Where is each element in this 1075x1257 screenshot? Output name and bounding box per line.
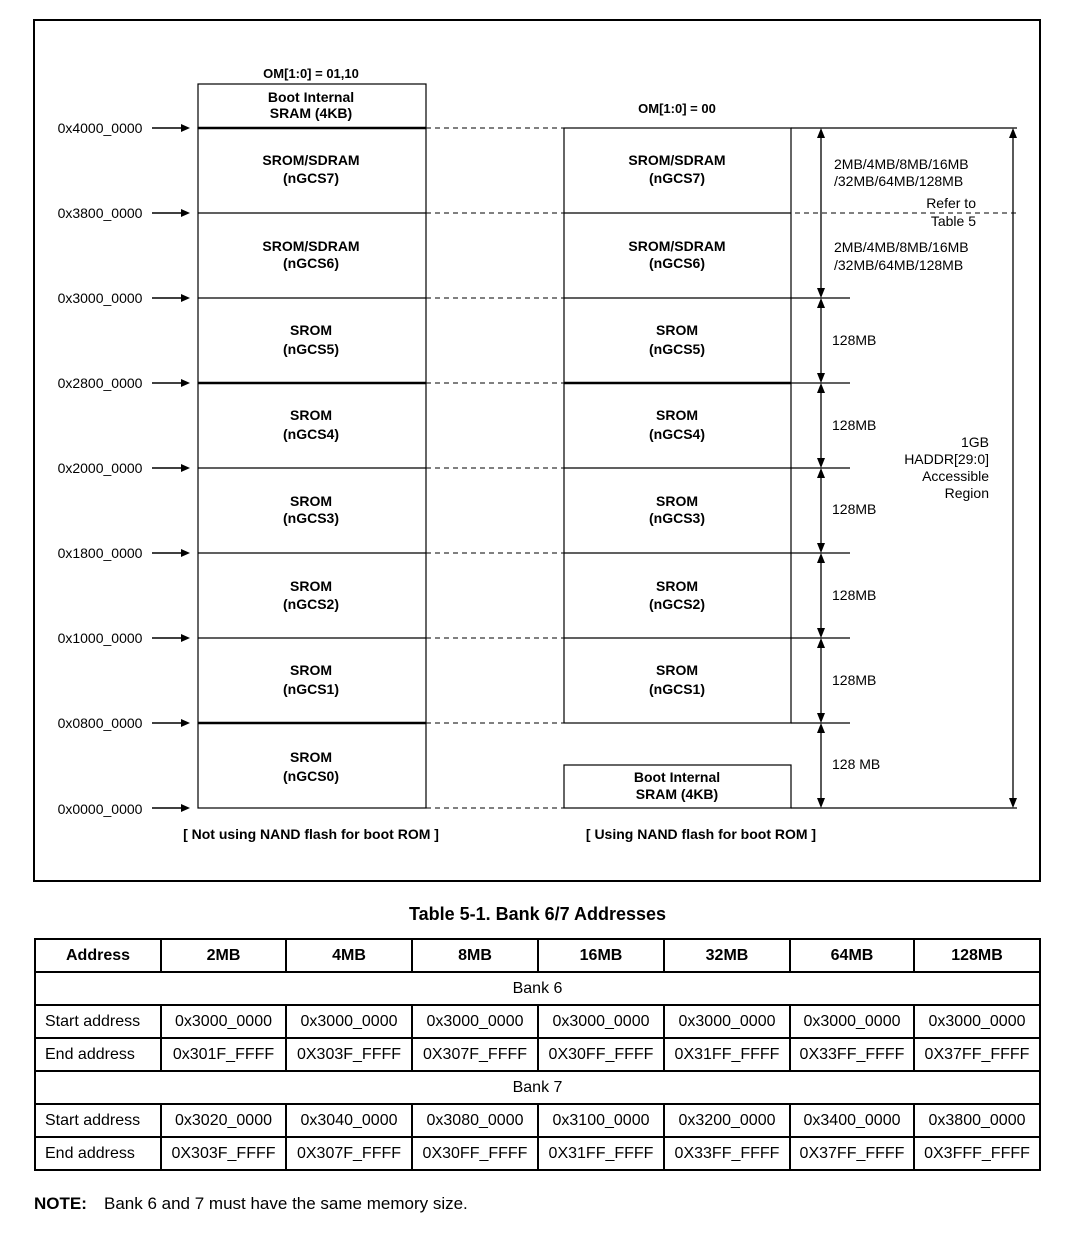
table-cell: 0x301F_FFFF [161, 1038, 286, 1071]
left-block-cs: (nGCS4) [283, 426, 339, 442]
address-label: 0x2000_0000 [57, 460, 143, 476]
table-cell: 0X307F_FFFF [286, 1137, 412, 1170]
table-cell: 0X31FF_FFFF [538, 1137, 664, 1170]
table-cell: 0x3000_0000 [790, 1005, 914, 1038]
table-cell: 0x3000_0000 [161, 1005, 286, 1038]
table-row [35, 1005, 1040, 1038]
left-block-type: SROM/SDRAM [262, 152, 360, 168]
table-cell: 0X30FF_FFFF [538, 1038, 664, 1071]
section-row [35, 1071, 1040, 1104]
bank0-size-label: 128 MB [832, 756, 881, 772]
right-boot-sram-label: SRAM (4KB) [635, 786, 719, 802]
refer-table-label: Refer to [926, 195, 976, 211]
srom-size-label: 128MB [832, 501, 877, 517]
address-label: 0x3800_0000 [57, 205, 143, 221]
left-block-type: SROM [290, 662, 332, 678]
bank7-size-label: /32MB/64MB/128MB [834, 173, 964, 189]
left-block-cs: (nGCS0) [283, 768, 339, 784]
header-cell: 128MB [914, 939, 1040, 972]
table-cell: 0x3100_0000 [538, 1104, 664, 1137]
table-title: Table 5-1. Bank 6/7 Addresses [408, 904, 667, 924]
srom-size-label: 128MB [832, 672, 877, 688]
section-label: Bank 6 [35, 972, 1040, 1005]
address-arrows [152, 124, 190, 812]
left-block-cs: (nGCS6) [283, 255, 339, 271]
table-cell: 0X37FF_FFFF [914, 1038, 1040, 1071]
bank6-size-label: 2MB/4MB/8MB/16MB [834, 239, 969, 255]
address-label: 0x1000_0000 [57, 630, 143, 646]
header-cell: 2MB [161, 939, 286, 972]
srom-size-label: 128MB [832, 587, 877, 603]
right-block-type: SROM/SDRAM [628, 152, 726, 168]
row-label: Start address [35, 1104, 161, 1137]
table-cell: 0x3800_0000 [914, 1104, 1040, 1137]
bank6-size-label: /32MB/64MB/128MB [834, 257, 964, 273]
table-row [35, 1104, 1040, 1137]
table-cell: 0X33FF_FFFF [664, 1137, 790, 1170]
right-block-cs: (nGCS6) [649, 255, 705, 271]
right-block-cs: (nGCS1) [649, 681, 705, 697]
header-cell: 32MB [664, 939, 790, 972]
right-block-cs: (nGCS2) [649, 596, 705, 612]
address-labels [58, 120, 143, 817]
note-label: NOTE: [34, 1194, 87, 1213]
table-cell: 0x3040_0000 [286, 1104, 412, 1137]
left-block-type: SROM [290, 493, 332, 509]
table-cell: 0X303F_FFFF [161, 1137, 286, 1170]
right-block-type: SROM [656, 407, 698, 423]
header-cell: 64MB [790, 939, 914, 972]
row-label: Start address [35, 1005, 161, 1038]
table-row [35, 1137, 1040, 1170]
table-cell: 0x3020_0000 [161, 1104, 286, 1137]
right-block-cs: (nGCS5) [649, 341, 705, 357]
address-label: 0x3000_0000 [57, 290, 143, 306]
right-block-cs: (nGCS4) [649, 426, 705, 442]
table-cell: 0X303F_FFFF [286, 1038, 412, 1071]
table-cell: 0x3200_0000 [664, 1104, 790, 1137]
section-row [35, 972, 1040, 1005]
right-caption: [ Using NAND flash for boot ROM ] [585, 826, 817, 842]
address-label: 0x2800_0000 [57, 375, 143, 391]
srom-size-label: 128MB [832, 417, 877, 433]
region-label: Region [944, 485, 989, 501]
left-block-type: SROM [290, 578, 332, 594]
table-header-row [35, 939, 1040, 972]
table-cell: 0X307F_FFFF [412, 1038, 538, 1071]
right-block-type: SROM [656, 322, 698, 338]
left-block-type: SROM [290, 749, 332, 765]
right-block-cs: (nGCS3) [649, 510, 705, 526]
table-row [35, 1038, 1040, 1071]
table-cell: 0X33FF_FFFF [790, 1038, 914, 1071]
region-label: Accessible [922, 468, 989, 484]
refer-table-label: Table 5 [930, 213, 976, 229]
left-mode-header: OM[1:0] = 01,10 [263, 66, 359, 81]
left-block-cs: (nGCS5) [283, 341, 339, 357]
header-cell: Address [35, 939, 161, 972]
table-cell: 0x3400_0000 [790, 1104, 914, 1137]
row-label: End address [35, 1137, 161, 1170]
table-cell: 0x3080_0000 [412, 1104, 538, 1137]
region-label: HADDR[29:0] [904, 451, 989, 467]
left-boot-sram-label: SRAM (4KB) [269, 105, 353, 121]
left-block-cs: (nGCS2) [283, 596, 339, 612]
left-block-cs: (nGCS1) [283, 681, 339, 697]
table-cell: 0x3000_0000 [664, 1005, 790, 1038]
note-text: Bank 6 and 7 must have the same memory size. [104, 1194, 468, 1213]
address-label: 0x0800_0000 [57, 715, 143, 731]
left-memory-column [198, 84, 426, 808]
right-boot-sram-label: Boot Internal [633, 769, 721, 785]
address-label: 0x0000_0000 [57, 801, 143, 817]
header-cell: 4MB [286, 939, 412, 972]
table-cell: 0X3FFF_FFFF [914, 1137, 1040, 1170]
left-block-cs: (nGCS3) [283, 510, 339, 526]
right-block-type: SROM [656, 662, 698, 678]
left-boot-sram-label: Boot Internal [267, 89, 355, 105]
bank7-size-label: 2MB/4MB/8MB/16MB [834, 156, 969, 172]
row-label: End address [35, 1038, 161, 1071]
address-label: 0x1800_0000 [57, 545, 143, 561]
right-block-type: SROM/SDRAM [628, 238, 726, 254]
table-cell: 0x3000_0000 [286, 1005, 412, 1038]
table-cell: 0X30FF_FFFF [412, 1137, 538, 1170]
diagram-frame [34, 20, 1040, 881]
header-cell: 16MB [538, 939, 664, 972]
left-block-type: SROM [290, 407, 332, 423]
table-cell: 0X37FF_FFFF [790, 1137, 914, 1170]
left-block-type: SROM [290, 322, 332, 338]
table-cell: 0x3000_0000 [412, 1005, 538, 1038]
left-block-cs: (nGCS7) [283, 170, 339, 186]
left-caption: [ Not using NAND flash for boot ROM ] [183, 826, 439, 842]
table-cell: 0X31FF_FFFF [664, 1038, 790, 1071]
table-cell: 0x3000_0000 [538, 1005, 664, 1038]
left-block-type: SROM/SDRAM [262, 238, 360, 254]
table-cell: 0x3000_0000 [914, 1005, 1040, 1038]
bank-address-table [34, 938, 1041, 1171]
srom-size-label: 128MB [832, 332, 877, 348]
right-block-type: SROM [656, 493, 698, 509]
address-label: 0x4000_0000 [57, 120, 143, 136]
right-block-type: SROM [656, 578, 698, 594]
section-label: Bank 7 [35, 1071, 1040, 1104]
note [34, 1194, 468, 1214]
region-label: 1GB [960, 434, 989, 450]
header-cell: 8MB [412, 939, 538, 972]
right-block-cs: (nGCS7) [649, 170, 705, 186]
right-mode-header: OM[1:0] = 00 [638, 101, 716, 116]
